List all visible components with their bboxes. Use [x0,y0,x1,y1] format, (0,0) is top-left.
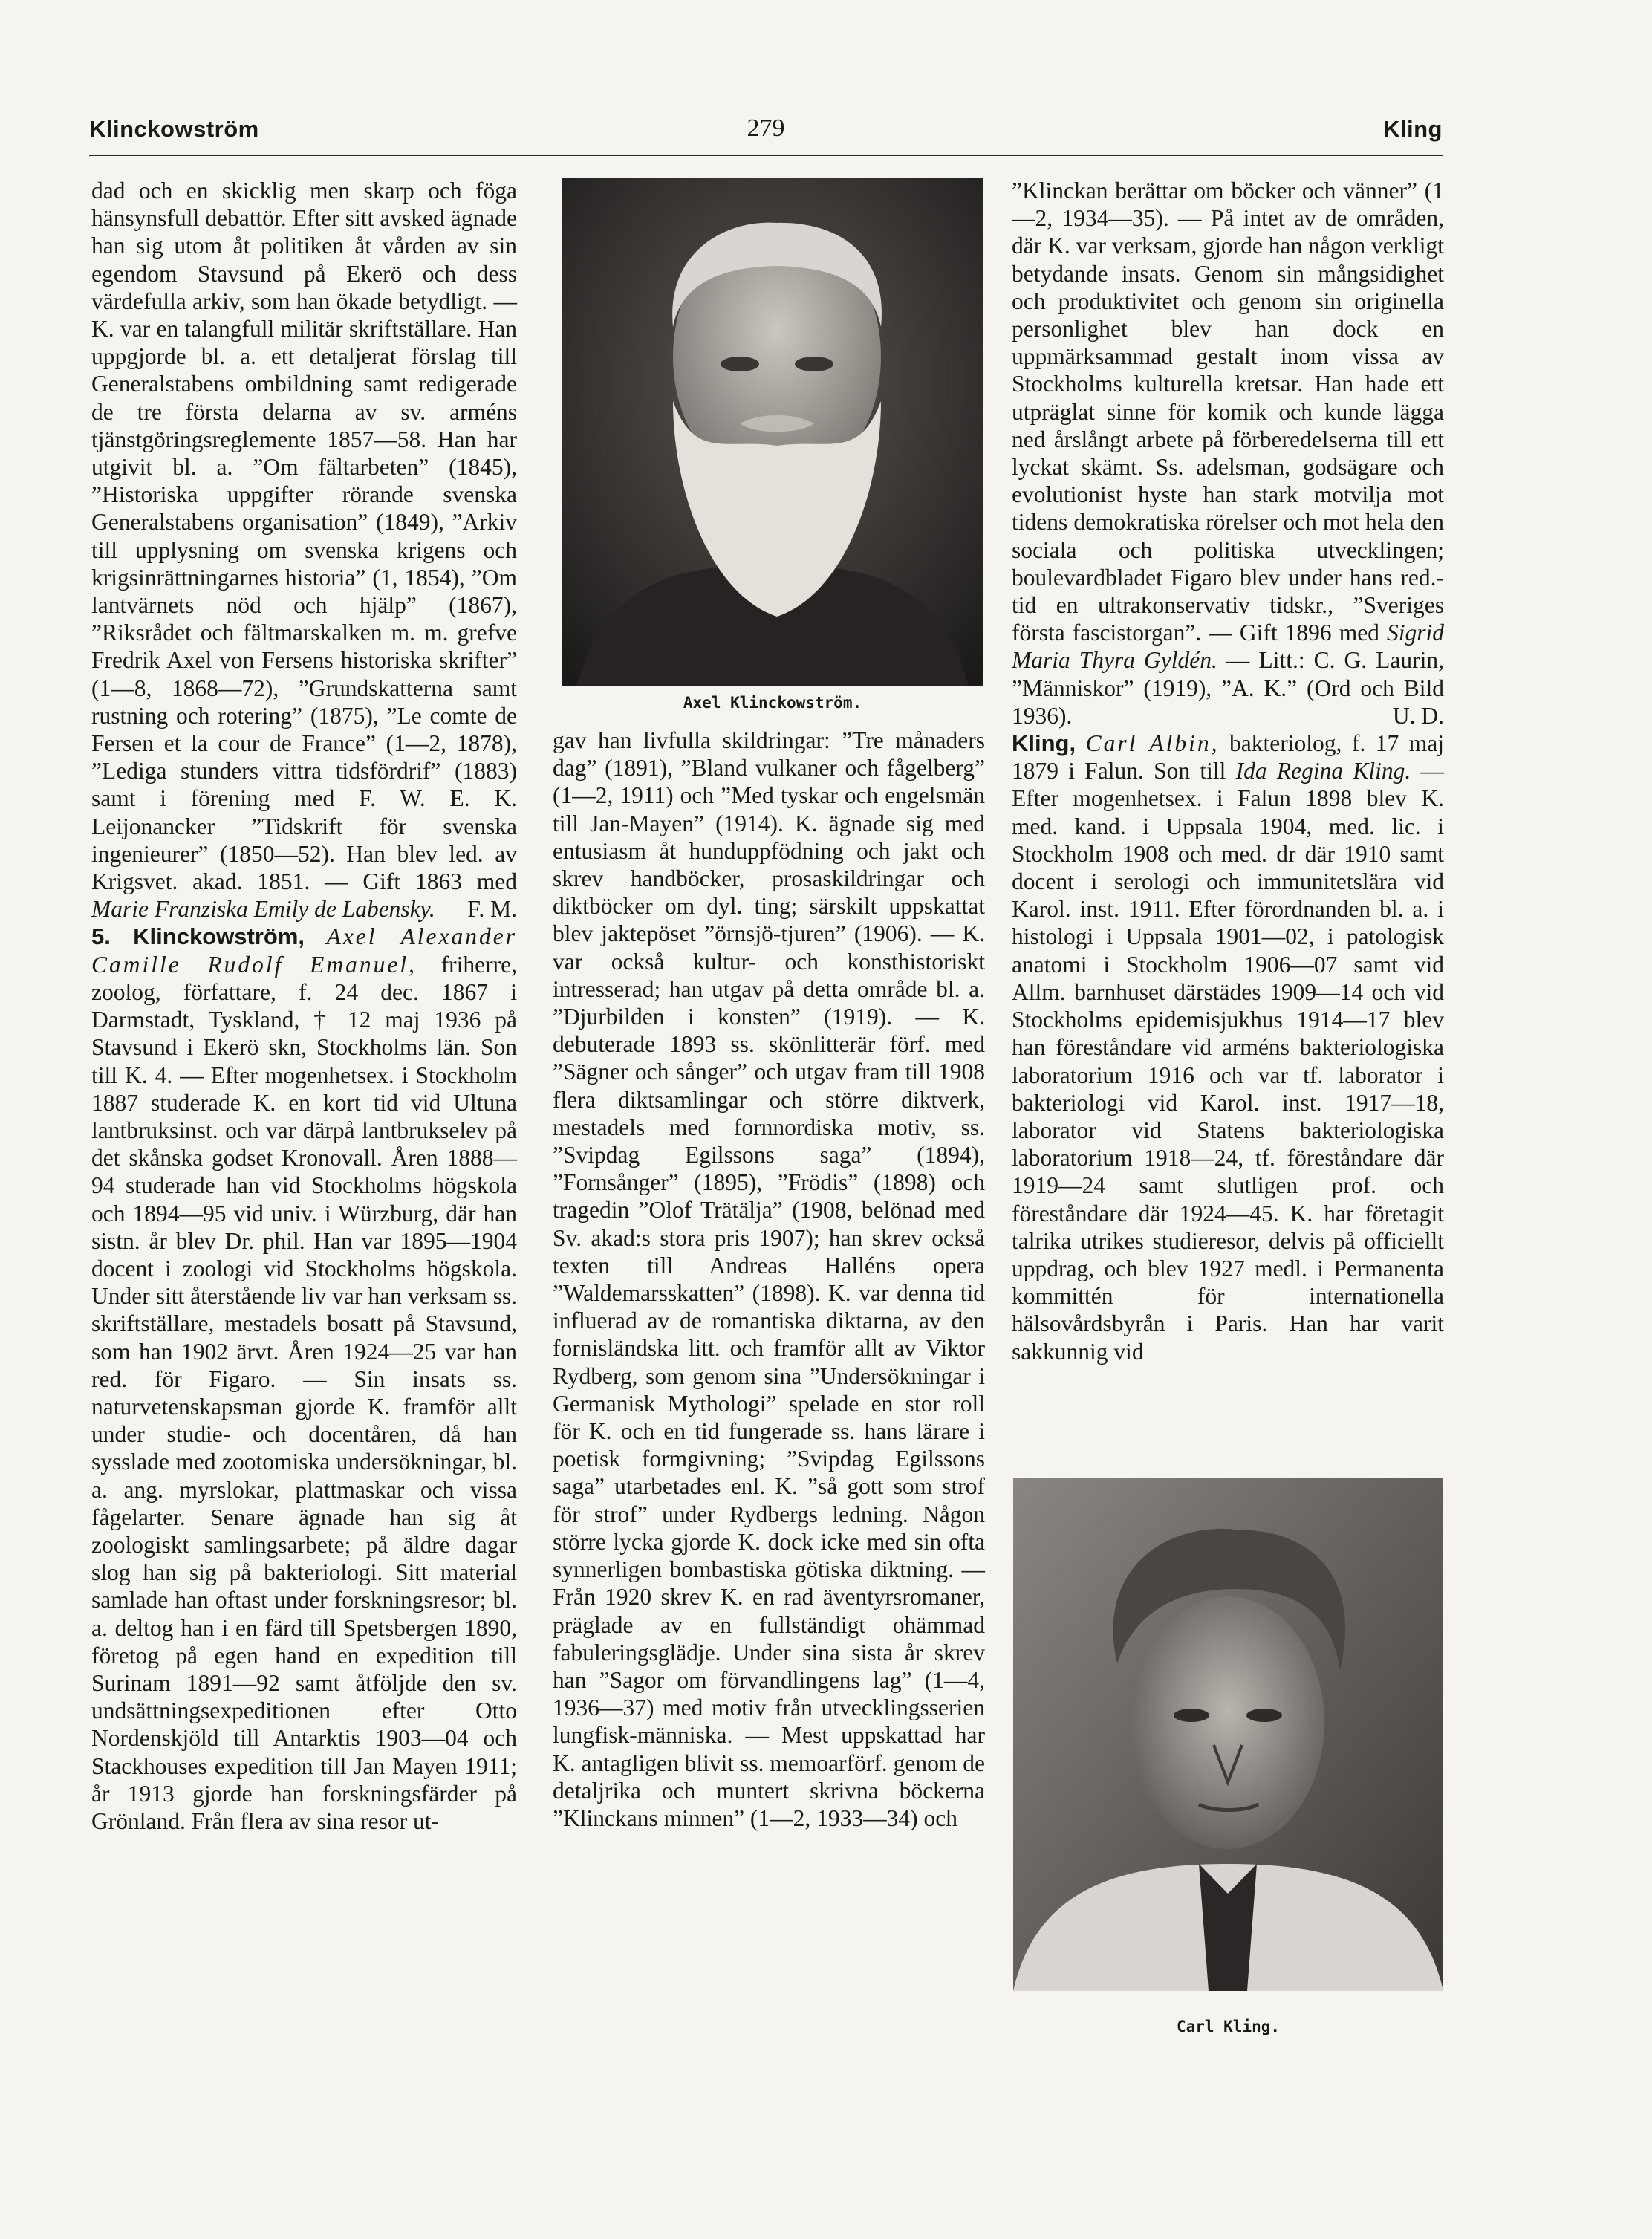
entry-heading: Kling, [1012,730,1076,757]
running-head-right: Kling [1383,116,1443,142]
body-text: ”Klinckan berättar om böcker och vänner” (1—2, 1934—35). — På intet av de områden, där K. var verksam, gjorde han någon verkligt betydande insats. Genom sin mångsidighet och produktivitet och genom sin originella personlighet blev han dock en uppmärksammad gestalt inom vissa av Stockholms kulturella kretsar. Han hade ett utpräglat sinne för komik och kunde lägga ned årslångt arbete på förberedelserna till ett lyckat skämt. Ss. adelsman, godsägare och evolutionist hyste han stark motvilja mot tidens demokratiska rörelser och mot hela den sociala och politiska utvecklingen; boulevardbladet Figaro blev under hans red.-tid en ultrakonservativ tidskr., ”Sveriges första fascistorgan”. — Gift 1896 med [1012,178,1444,646]
body-text: friherre, zoolog, författare, f. 24 dec. 1867 i Darmstadt, Tyskland, † 12 maj 1936 på Stavsund i Ekerö skn, Stockholms län. Son till K. 4. — Efter mogenhetsex. i Stockholm 1887 studerade K. en kort tid vid Ultuna lantbruksinst. och var därpå lantbrukselev på det skånska godset Kronovall. Åren 1888—94 studerade han vid Stockholms högskola och 1894—95 vid univ. i Würzburg, där han sistn. år blev Dr. phil. Han var 1895—1904 docent i zoologi vid Stockholms högskola. Under sitt återstående liv var han verksam ss. skriftställare, mestadels bosatt på Stavsund, som han 1902 ärvt. Åren 1924—25 var han red. för Figaro. — Sin insats ss. naturvetenskapsman gjorde K. framför allt under studie- och docentåren, då han sysslade med zootomiska undersökningar, bl. a. ang. myrslokar, plattmaskar och vissa fågelarter. Senare ägnade han sig åt zoologiskt samlingsarbete; på äldre dagar slog han sig på bakteriologi. Sitt material samlade han oftast under forskningsresor; bl. a. deltog han i en färd till Spetsbergen 1890, företog på egen hand en expedition till Surinam 1891—92 samt åtföljde den sv. undsättningsexpeditionen efter Otto Nordenskjöld till Antarktis 1903—04 och Stackhouses expedition till Jan Mayen 1911; år 1913 gjorde han forskningsfärder på Grönland. Från flera av sina resor ut- [91,951,517,1834]
entry-full-name: Axel Alexander Camille Rudolf Emanuel, [91,923,517,978]
paragraph [1012,177,1444,729]
portrait-image [1013,1478,1443,1991]
text-column-1 [91,177,517,1835]
portrait-caption: Carl Kling. [1176,2018,1281,2035]
portrait-image [562,178,983,686]
body-text: dad och en skicklig men skarp och föga hänsynsfull debattör. Efter sitt avsked ägnade han sig utom åt politiken åt vården av sin egendom Stavsund på Ekerö och dess värdefulla arkiv, som han ökade betydligt. — K. var en talangfull militär skriftställare. Han uppgjorde bl. a. ett detaljerat förslag till Generalstabens ombildning samt redigerade de tre första delarna av sv. arméns tjänstgöringsreglemente 1857—58. Han har utgivit bl. a. ”Om fältarbeten” (1845), ”Historiska uppgifter rörande svenska Generalstabens organisation” (1849), ”Arkiv till upplysning om svenska krigens och krigsinrättningarnes historia” (1, 1854), ”Om lantvärnets nöd och hjälp” (1867), ”Riksrådet och fältmarskalken m. m. grefve Fredrik Axel von Fersens historiska skrifter” (1—8, 1868—72), ”Grundskatterna samt rustning och rotering” (1875), ”Le comte de Fersen et la cour de France” (1—2, 1878), ”Lediga stunders vittra tidsfördrif” (1883) samt i förening med F. W. E. K. Leijonancker ”Tidskrift för svenska ingenieurer” (1850—52). Han blev led. av Krigsvet. akad. 1851. — Gift 1863 med [91,178,517,895]
spouse-name: Marie Franziska Emily de Labensky. [91,896,435,923]
body-text: bakteriolog, f. 17 maj 1879 i Falun. Son till [1012,730,1445,784]
body-text: gav han livfulla skildringar: ”Tre månaders dag” (1891), ”Bland vulkaner och fågelberg” (1—2, 1911) och ”Med tyskar och engelsmän till Jan-Mayen” (1914). K. ägnade sig med entusiasm åt hunduppfödning och jakt och skrev handböcker, prosaskildringar och diktböcker om dyl. ting; särskilt uppskattat blev jaktepöset ”örnsjö-tjuren” (1906). — K. var också kultur- och konsthistoriskt intresserad; han utgav på detta område bl. a. ”Djurbilden i konsten” (1919). — K. debuterade 1893 ss. skönlitterär förf. med ”Sägner och sånger” och utgav fram till 1908 flera diktsamlingar och större diktverk, mestadels med fornnordiska motiv, ss. ”Svipdag Egilssons saga” (1894), ”Fornsånger” (1895), ”Frödis” (1898) och tragedin ”Olof Trätälja” (1908, belönad med Sv. akad:s stora pris 1907); han skrev också texten till Andreas Halléns opera ”Waldemarsskatten” (1898). K. var denna tid influerad av de romantiska diktarna, av den fornisländska litt. och framför allt av Viktor Rydberg, som genom sina ”Undersökningar i Germanisk Mythologi” spelade en stor roll för K. och en tid fungerade ss. hans lärare i poetisk formgivning; ”Svipdag Egilssons saga” utarbetades enl. K. ”så gott som strof för strof” under Rydbergs ledning. Någon större lycka gjorde K. dock icke med sin ofta synnerligen bombastiska götiska diktning. — Från 1920 skrev K. en rad äventyrsromaner, präglade av en fullständigt ohämmad fabuleringsglädje. Under sina sista år skrev han ”Sagor om förvandlingens lag” (1—4, 1936—37) med motiv från utvecklingsserien lungfisk-människa. — Mest uppskattad har K. antagligen blivit ss. memoarförf. genom de detaljrika och muntert skrivna böckerna ”Klinckans minnen” (1—2, 1933—34) och [553,727,985,1831]
entry-full-name: Carl Albin, [1085,730,1220,757]
author-signature: U. D. [1392,702,1444,729]
spouse-name: Sigrid Maria Thyra Gyldén. [1012,620,1445,674]
portrait-caption: Axel Klinckowström. [683,694,862,712]
body-text: — Efter mogenhetsex. i Falun 1898 blev K. med. kand. i Uppsala 1904, med. lic. i Stockholm 1908 och med. dr där 1910 samt docent i serologi och immunitetslära vid Karol. inst. 1911. Efter förordnanden bl. a. i histologi i Uppsala 1901—02, i patologisk anatomi i Stockholm 1906—07 samt vid Allm. barnhuset därstädes 1909—14 och vid Stockholms epidemisjukhus 1914—17 blev han föreståndare vid arméns bakteriologiska laboratorium 1916 och var tf. laborator i bakteriologi vid Karol. inst. 1917—18, laborator vid Statens bakteriologiska laboratorium 1918—24, tf. föreståndare där 1919—24 samt slutligen prof. och föreståndare där 1924—45. K. har företagit talrika utrikes studieresor, delvis på officiellt uppdrag, och blev 1927 medl. i Permanenta kommittén för internationella hälsovårdsbyrån i Paris. Han har varit sakkunnig vid [1012,758,1445,1365]
running-head-left: Klinckowström [89,116,259,142]
text-column-2 [553,727,985,1832]
entry-paragraph [91,923,517,1835]
running-head [89,110,1443,155]
portrait-carl-kling [1013,1478,1443,1991]
text-column-3 [1012,177,1444,1365]
author-signature: F. M. [467,896,517,923]
parent-name: Ida Regina Kling. [1235,758,1411,784]
literature-reference: — Litt.: C. G. Laurin, ”Människor” (1919), ”A. K.” (Ord och Bild 1936). [1012,647,1444,729]
entry-paragraph [1012,729,1444,1365]
portrait-axel-klinckowstrom [562,178,983,686]
entry-heading: 5. Klinckowström, [91,923,305,950]
header-rule [89,155,1443,156]
page-number: 279 [747,114,785,142]
paragraph [91,177,517,923]
